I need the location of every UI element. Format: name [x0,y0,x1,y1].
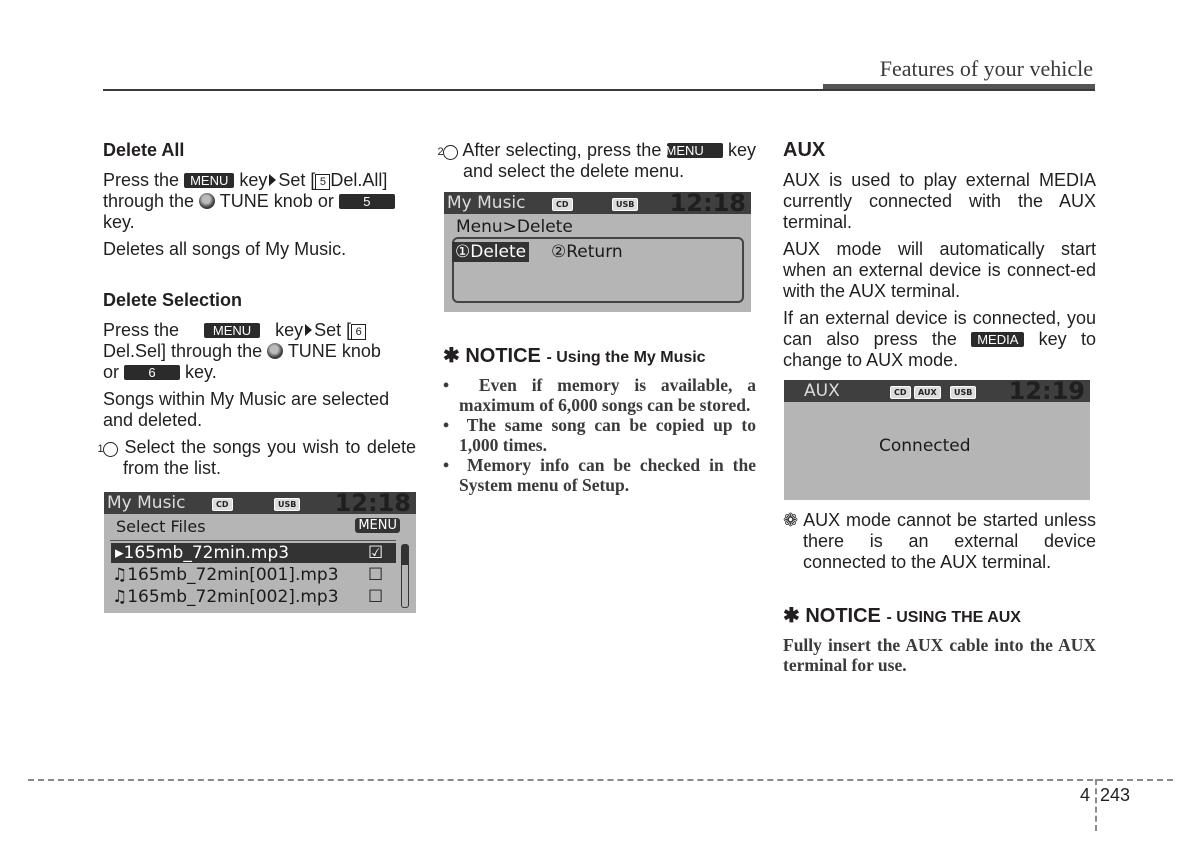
notice-star-icon: ✱ [443,345,460,367]
lcd-title: My Music [107,493,186,513]
notice-item: • The same song can be copied up to 1,000 times. [443,415,756,455]
delete-selection-instruction: Press the MENU key Set [ 6 Del.Sel] through the TUNE knob or 6 key. [103,320,381,382]
delete-all-description: Deletes all songs of My Music. [103,239,347,259]
delete-selection-description: Songs within My Music are selected and deleted. [103,389,390,430]
cd-badge: CD [552,198,573,211]
usb-badge: USB [950,386,976,399]
circled-2-icon: 2 [443,145,458,160]
lcd-menu-path: Menu>Delete [456,217,573,237]
lcd-clock: 12:18 [334,492,411,517]
lcd-divider [110,540,396,541]
cd-badge: CD [890,386,911,399]
lcd-option-delete: ①Delete [452,242,529,262]
lcd-subtitle: Select Files [116,517,206,536]
usb-badge: USB [274,498,300,511]
delete-all-instruction: Press the MENU key Set [ 5 Del.All] through the TUNE knob or 5 key. [103,170,416,233]
tune-knob-icon [267,343,283,359]
delete-selection-heading: Delete Selection [103,290,243,310]
lcd-title: AUX [804,381,840,401]
usb-badge: USB [612,198,638,211]
footer-rule [28,779,1173,781]
lcd-title: My Music [447,193,526,213]
lcd-file-row: ♫165mb_72min[002].mp3 [112,587,339,607]
lcd-menu-badge: MENU [355,518,400,533]
arrow-right-icon [305,324,312,336]
notice-item: • Even if memory is available, a maximum of 6,000 songs can be stored. [443,375,756,415]
lcd-select-files [104,492,416,613]
lcd-clock: 12:18 [669,192,746,217]
aux-paragraph-1: AUX is used to play external MEDIA currently connected with the AUX terminal. [783,170,1096,232]
preset-6-key-icon: 6 [124,365,180,380]
page-number: 243 [1100,785,1131,805]
menu-key-icon: MENU [184,173,234,188]
lcd-file-row-selected: ▸165mb_72min.mp3 [111,543,396,563]
checkbox-empty-icon: ☐ [368,587,384,607]
chapter-number: 4 [1080,785,1091,805]
menu-key-icon: MENU [667,143,723,158]
notice-aux [783,606,1096,675]
column-2 [437,140,756,188]
circled-1-icon: 1 [103,442,118,457]
aux-note: ❁ AUX mode cannot be started unless there is an external device connected to the AUX terminal. [783,510,1096,572]
media-key-icon: MEDIA [971,332,1024,347]
step-1: 1 Select the songs you wish to delete from the list. [97,437,416,478]
lcd-clock: 12:19 [1008,380,1085,405]
number-6-icon: 6 [351,324,366,340]
page-header-title: Features of your vehicle [879,56,1093,81]
delete-all-heading: Delete All [103,140,185,160]
column-3 [783,140,1096,377]
note-asterisk-icon: ❁ [783,510,799,530]
notice-star-icon: ✱ [783,605,800,627]
lcd-aux-connected [784,380,1090,500]
aux-footnote [783,510,1096,579]
preset-5-key-icon: 5 [339,194,395,209]
notice-my-music [443,346,756,495]
aux-heading: AUX [783,139,826,161]
notice-body: Fully insert the AUX cable into the AUX terminal for use. [783,635,1096,675]
menu-key-icon: MENU [204,323,260,338]
lcd-scrollbar [401,544,409,608]
cd-badge: CD [212,498,233,511]
notice-heading: ✱ NOTICE - Using the My Music [443,345,706,367]
footer-divider [1095,779,1097,831]
aux-paragraph-3: If an external device is connected, you can also press the MEDIA key to change to AUX mode. [783,308,1096,370]
lcd-status-text: Connected [879,436,971,456]
lcd-option-return: ②Return [551,242,623,262]
number-5-icon: 5 [315,174,330,190]
header-rule [103,89,1095,91]
checkbox-empty-icon: ☐ [368,565,384,585]
lcd-file-row: ♫165mb_72min[001].mp3 [112,565,339,585]
notice-heading: ✱ NOTICE - USING THE AUX [783,605,1021,627]
column-1 [97,140,416,485]
tune-knob-icon [199,193,215,209]
aux-badge: AUX [914,386,941,399]
lcd-delete-menu [444,192,751,312]
notice-item: • Memory info can be checked in the System menu of Setup. [443,455,756,495]
aux-paragraph-2: AUX mode will automatically start when an external device is connect-ed with the AUX terminal. [783,239,1096,301]
step-2: 2 After selecting, press the MENU key and select the delete menu. [437,140,756,181]
arrow-right-icon [269,174,276,186]
checkbox-checked-icon: ☑ [368,543,384,563]
